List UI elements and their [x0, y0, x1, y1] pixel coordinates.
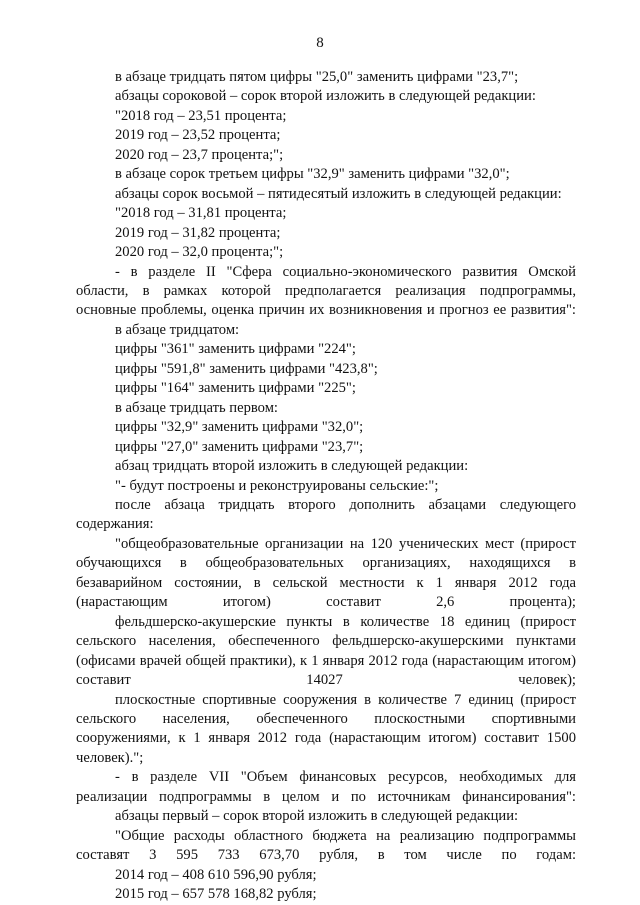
paragraph: цифры "591,8" заменить цифрами "423,8"; — [115, 360, 378, 377]
paragraph: абзацы первый – сорок второй изложить в следующей редакции: — [115, 808, 519, 825]
paragraph: цифры "164" заменить цифрами "225"; — [115, 380, 356, 397]
paragraph: в абзаце тридцать пятом цифры "25,0" заменить цифрами "23,7"; — [115, 69, 519, 85]
document-body — [76, 68, 576, 904]
paragraph: цифры "32,9" заменить цифрами "32,0"; — [115, 419, 364, 436]
paragraph: 2020 год – 23,7 процента;"; — [115, 146, 284, 163]
paragraph: "общеобразовательные организации на 120 ученических мест (прирост обучающихся в общеобразовательных организациях, находящихся в безаварийном состоянии, в сельской местности к 1 января 2012 года (нарастающим итогом) составит 2,6 процента); — [76, 535, 576, 611]
paragraph: абзацы сорок восьмой – пятидесятый изложить в следующей редакции: — [115, 185, 562, 202]
paragraph: 2020 год – 32,0 процента;"; — [115, 244, 284, 261]
paragraph: в абзаце тридцатом: — [115, 321, 240, 338]
paragraph: - в разделе VII "Объем финансовых ресурсов, необходимых для реализации подпрограммы в целом и по источникам финансирования": — [76, 769, 576, 805]
paragraph: абзац тридцать второй изложить в следующей редакции: — [115, 458, 469, 475]
paragraph: 2014 год – 408 610 596,90 рубля; — [115, 866, 317, 883]
paragraph: абзацы сороковой – сорок второй изложить в следующей редакции: — [115, 88, 536, 105]
paragraph: 2019 год – 31,82 процента; — [115, 224, 281, 241]
paragraph: в абзаце тридцать первом: — [115, 399, 278, 416]
paragraph: плоскостные спортивные сооружения в количестве 7 единиц (прирост сельского населения, обеспеченного плоскостными спортивными сооружениями, к 1 января 2012 года (нарастающим итогом) составит 1500 человек)."; — [76, 691, 576, 766]
paragraph: 2019 год – 23,52 процента; — [115, 127, 281, 144]
paragraph: "2018 год – 23,51 процента; — [115, 107, 287, 124]
paragraph: после абзаца тридцать второго дополнить абзацами следующего содержания: — [76, 496, 576, 533]
paragraph: "- будут построены и реконструированы сельские:"; — [115, 477, 439, 494]
paragraph: фельдшерско-акушерские пункты в количестве 18 единиц (прирост сельского населения, обеспеченного фельдшерско-акушерскими пунктами (офисами врачей общей практики), к 1 января 2012 года (нарастающим итогом) составит 14027 человек); — [76, 613, 576, 689]
paragraph: 2015 год – 657 578 168,82 рубля; — [115, 886, 317, 903]
paragraph: - в разделе II "Сфера социально-экономического развития Омской области, в рамках которой предполагается реализация подпрограммы, основные проблемы, оценка причин их возникновения и прогноз ее развития": — [76, 263, 576, 319]
paragraph: "Общие расходы областного бюджета на реализацию подпрограммы составят 3 595 733 673,70 рубля, в том числе по годам: — [76, 827, 576, 864]
paragraph: в абзаце сорок третьем цифры "32,9" заменить цифрами "32,0"; — [115, 166, 510, 183]
page-number: 8 — [316, 35, 324, 51]
paragraph: цифры "361" заменить цифрами "224"; — [115, 341, 356, 358]
paragraph: "2018 год – 31,81 процента; — [115, 205, 287, 222]
paragraph: цифры "27,0" заменить цифрами "23,7"; — [115, 438, 364, 455]
